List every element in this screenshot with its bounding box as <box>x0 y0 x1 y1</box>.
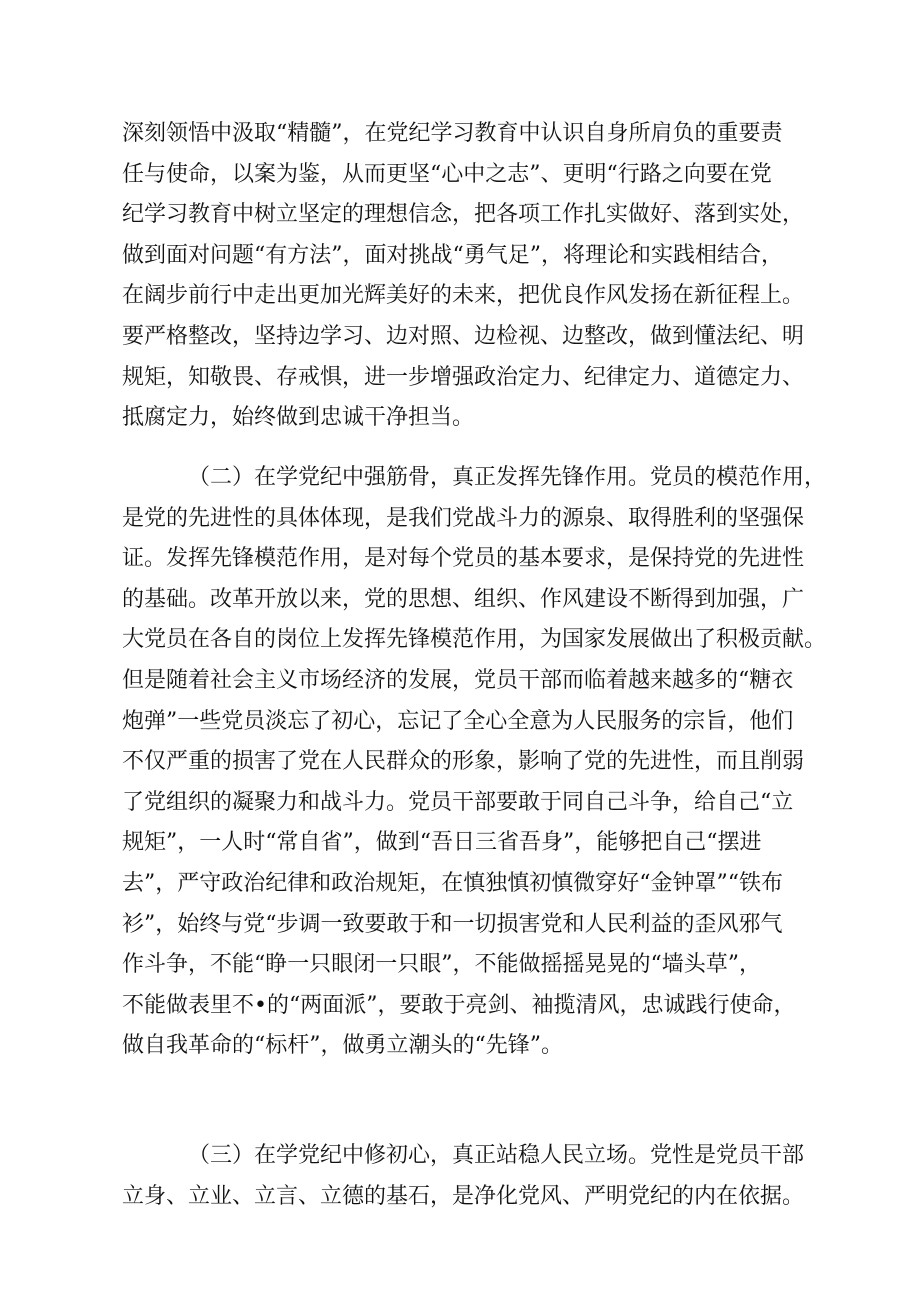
paragraph-line: 做自我革命的“标杆”，做勇立潮头的“先锋”。 <box>122 1033 563 1059</box>
paragraph-2 <box>122 458 827 1067</box>
paragraph-line: 不仅严重的损害了党在人民群众的形象，影响了党的先进性，而且削弱 <box>122 749 805 775</box>
paragraph-line: 深刻领悟中汲取“精髓”，在党纪学习教育中认识自身所肩负的重要责 <box>122 121 783 146</box>
paragraph-1 <box>122 114 822 439</box>
paragraph-line: 了党组织的凝聚力和战斗力。党员干部要敢于同自己斗争，给自己“立 <box>122 789 794 815</box>
paragraph-first-line: （三）在学党纪中修初心，真正站稳人民立场。党性是党员干部 <box>188 1143 805 1168</box>
paragraph-line: 要严格整改，坚持边学习、边对照、边检视、边整改，做到懂法纪、明 <box>122 323 805 349</box>
paragraph-first-line: （二）在学党纪中强筋骨，真正发挥先锋作用。党员的模范作用， <box>188 465 827 490</box>
paragraph-line: 不能做表里不•的“两面派”，要敢于亮剑、袖揽清风，忠诚践行使命， <box>122 992 796 1018</box>
paragraph-line: 大党员在各自的岗位上发挥先锋模范作用，为国家发展做出了积极贡献。 <box>122 627 827 653</box>
paragraph-line: 在阔步前行中走出更加光辉美好的未来，把优良作风发扬在新征程上。 <box>122 283 805 309</box>
paragraph-3 <box>122 1136 822 1217</box>
paragraph-line: 但是随着社会主义市场经济的发展，党员干部而临着越来越多的“糖衣 <box>122 667 794 693</box>
paragraph-line: 去”，严守政治纪律和政治规矩，在慎独慎初慎微穿好“金钟罩”“铁布 <box>122 870 783 896</box>
paragraph-line: 立身、立业、立言、立德的基石，是净化党风、严明党纪的内在依据。 <box>122 1183 805 1209</box>
paragraph-line: 任与使命，以案为鉴，从而更坚“心中之志”、更明“行路之向要在党 <box>122 161 772 187</box>
paragraph-line: 衫”，始终与党“步调一致要敢于和一切损害党和人民利益的歪风邪气 <box>122 911 783 937</box>
paragraph-line: 的基础。改革开放以来，党的思想、组织、作风建设不断得到加强，广 <box>122 586 805 612</box>
paragraph-line: 做到面对问题“有方法”，面对挑战“勇气足”，将理论和实践相结合， <box>122 242 783 268</box>
paragraph-line: 是党的先进性的具体体现，是我们党战斗力的源泉、取得胜利的坚强保 <box>122 505 805 531</box>
paragraph-line: 抵腐定力，始终做到忠诚干净担当。 <box>122 405 475 431</box>
paragraph-line: 炮弹”一些党员淡忘了初心，忘记了全心全意为人民服务的宗旨，他们 <box>122 708 794 734</box>
paragraph-line: 规矩，知敬畏、存戒惧，进一步增强政治定力、纪律定力、道德定力、 <box>122 364 805 390</box>
paragraph-line: 纪学习教育中树立坚定的理想信念，把各项工作扎实做好、落到实处， <box>122 202 805 228</box>
paragraph-line: 证。发挥先锋模范作用，是对每个党员的基本要求，是保持党的先进性 <box>122 546 805 572</box>
paragraph-line: 作斗争，不能“睁一只眼闭一只眼”，不能做摇摇晃晃的“墙头草”， <box>122 952 761 978</box>
paragraph-line: 规矩”，一人时“常自省”，做到“吾日三省吾身”，能够把自己“摆进 <box>122 830 762 856</box>
